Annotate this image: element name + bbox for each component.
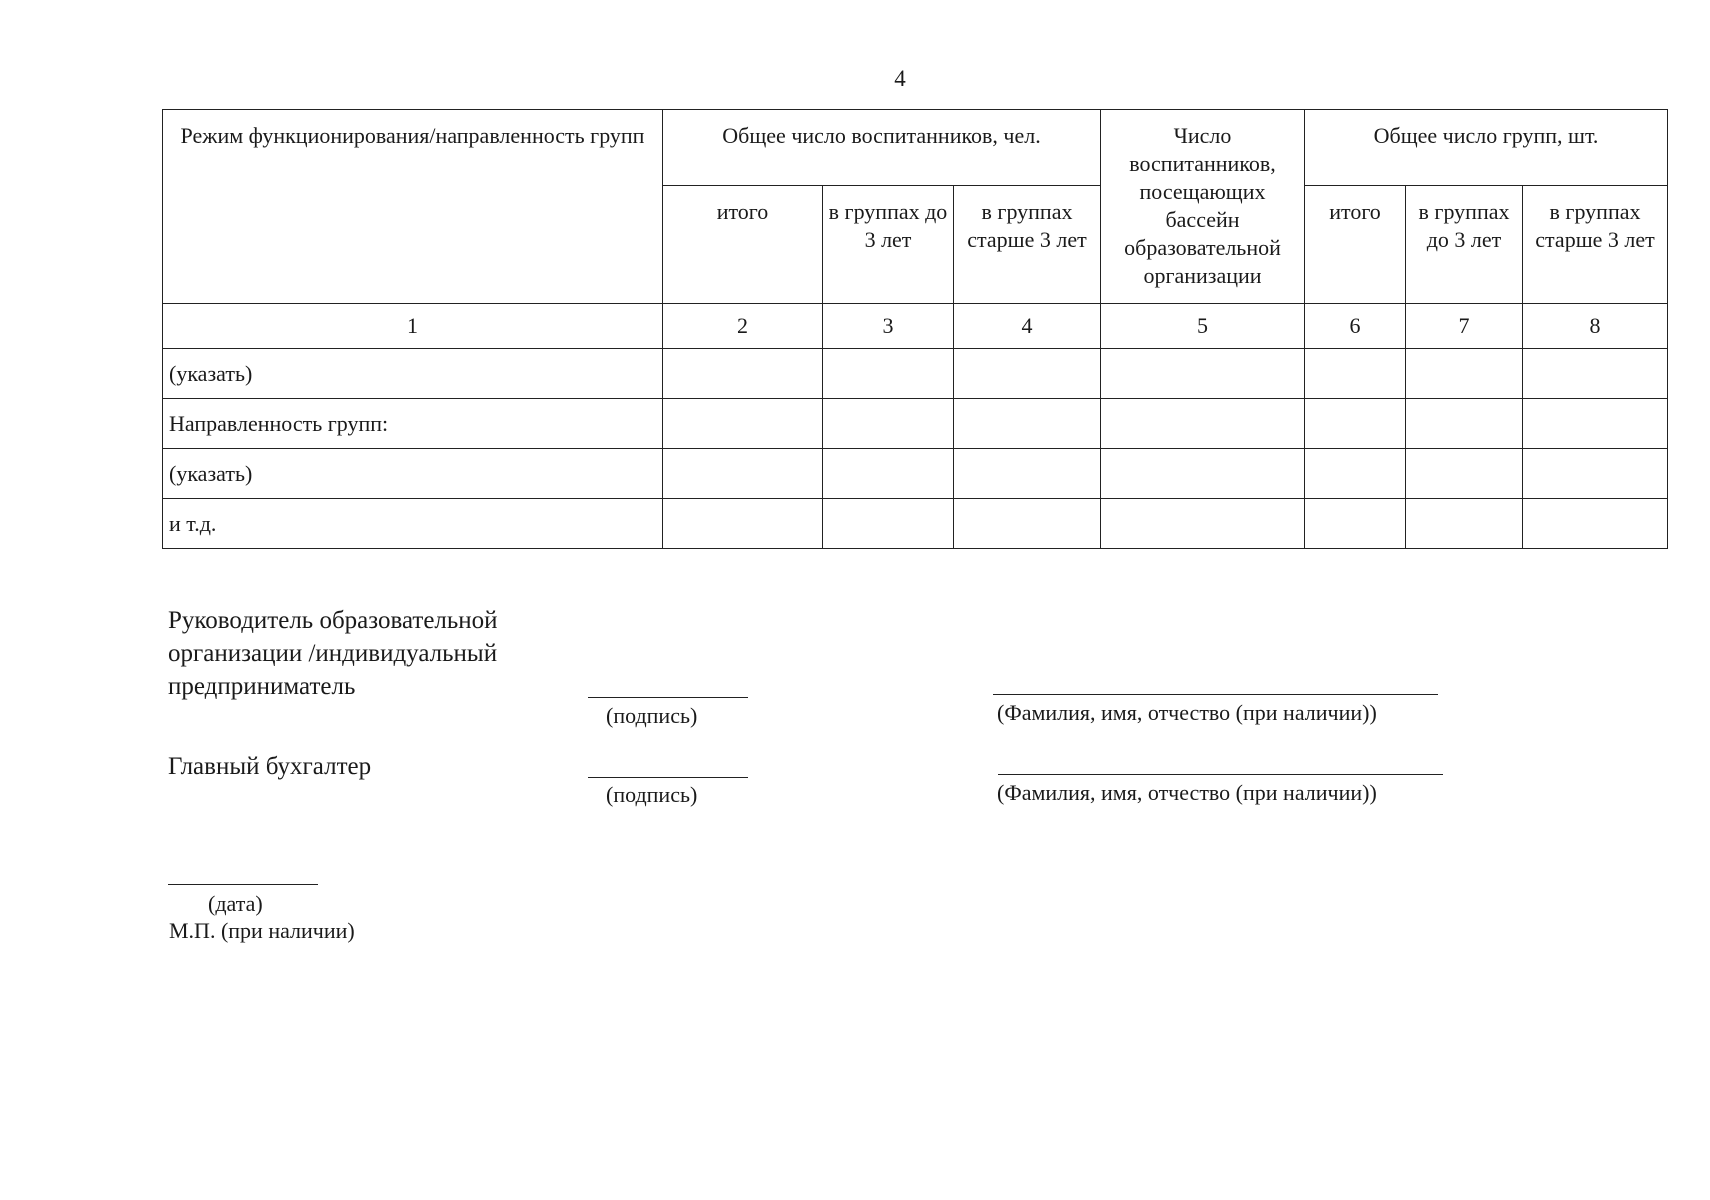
- row-label: (указать): [163, 349, 663, 399]
- accountant-label: Главный бухгалтер: [168, 753, 372, 780]
- table-row: [163, 399, 1668, 449]
- header-pupils-under3: в группах до 3 лет: [823, 186, 954, 304]
- head-name-caption: (Фамилия, имя, отчество (при наличии)): [997, 700, 1377, 725]
- table-cell[interactable]: [1305, 399, 1406, 449]
- table-cell[interactable]: [954, 349, 1101, 399]
- table-cell[interactable]: [663, 449, 823, 499]
- head-label-line-3: предприниматель: [168, 673, 356, 700]
- table-cell[interactable]: [1406, 499, 1523, 549]
- column-number: 1: [163, 304, 663, 349]
- row-label: и т.д.: [163, 499, 663, 549]
- table-cell[interactable]: [1406, 399, 1523, 449]
- table-cell[interactable]: [954, 499, 1101, 549]
- date-caption: (дата): [208, 891, 263, 916]
- column-number: 4: [954, 304, 1101, 349]
- table-cell[interactable]: [1523, 499, 1668, 549]
- table-cell[interactable]: [663, 499, 823, 549]
- table-cell[interactable]: [1101, 349, 1305, 399]
- table-cell[interactable]: [1406, 449, 1523, 499]
- table-row: [163, 349, 1668, 399]
- header-groups-total: Общее число групп, шт.: [1305, 110, 1668, 186]
- row-label: Направленность групп:: [163, 399, 663, 449]
- column-number: 2: [663, 304, 823, 349]
- page-number: 4: [894, 66, 906, 91]
- date-line[interactable]: [168, 884, 318, 885]
- table-cell[interactable]: [823, 399, 954, 449]
- header-pupils-over3: в группах старше 3 лет: [954, 186, 1101, 304]
- header-groups-under3: в группах до 3 лет: [1406, 186, 1523, 304]
- table-cell[interactable]: [823, 499, 954, 549]
- row-label: (указать): [163, 449, 663, 499]
- column-number: 5: [1101, 304, 1305, 349]
- header-pool: Число воспитанников, посещающих бассейн образовательной организации: [1101, 110, 1305, 304]
- table-cell[interactable]: [1305, 449, 1406, 499]
- table-cell[interactable]: [663, 349, 823, 399]
- table-cell[interactable]: [1523, 399, 1668, 449]
- head-signature-caption: (подпись): [606, 703, 698, 728]
- table-cell[interactable]: [663, 399, 823, 449]
- table-cell[interactable]: [823, 349, 954, 399]
- column-number: 7: [1406, 304, 1523, 349]
- table-row: [163, 499, 1668, 549]
- table-cell[interactable]: [1101, 449, 1305, 499]
- header-mode: Режим функционирования/направленность групп: [163, 110, 663, 304]
- table-cell[interactable]: [1101, 499, 1305, 549]
- head-label-line-1: Руководитель образовательной: [168, 607, 498, 634]
- header-pupils-itogo: итого: [663, 186, 823, 304]
- table-cell[interactable]: [823, 449, 954, 499]
- head-signature-line[interactable]: [588, 697, 748, 698]
- table-cell[interactable]: [1305, 349, 1406, 399]
- accountant-signature-line[interactable]: [588, 777, 748, 778]
- column-number: 8: [1523, 304, 1668, 349]
- header-pupils-total: Общее число воспитанников, чел.: [663, 110, 1101, 186]
- header-groups-itogo: итого: [1305, 186, 1406, 304]
- table-cell[interactable]: [1523, 449, 1668, 499]
- report-table: [162, 109, 1668, 549]
- table-cell[interactable]: [1101, 399, 1305, 449]
- accountant-name-line[interactable]: [998, 774, 1443, 775]
- table-cell[interactable]: [954, 449, 1101, 499]
- head-name-line[interactable]: [993, 694, 1438, 695]
- head-label-line-2: организации /индивидуальный: [168, 640, 498, 667]
- stamp-caption: М.П. (при наличии): [169, 918, 355, 943]
- accountant-name-caption: (Фамилия, имя, отчество (при наличии)): [997, 780, 1377, 805]
- table-cell[interactable]: [1523, 349, 1668, 399]
- table-cell[interactable]: [1406, 349, 1523, 399]
- table-cell[interactable]: [1305, 499, 1406, 549]
- column-number: 3: [823, 304, 954, 349]
- accountant-signature-caption: (подпись): [606, 782, 698, 807]
- table-row: [163, 449, 1668, 499]
- table-cell[interactable]: [954, 399, 1101, 449]
- header-groups-over3: в группах старше 3 лет: [1523, 186, 1668, 304]
- column-number: 6: [1305, 304, 1406, 349]
